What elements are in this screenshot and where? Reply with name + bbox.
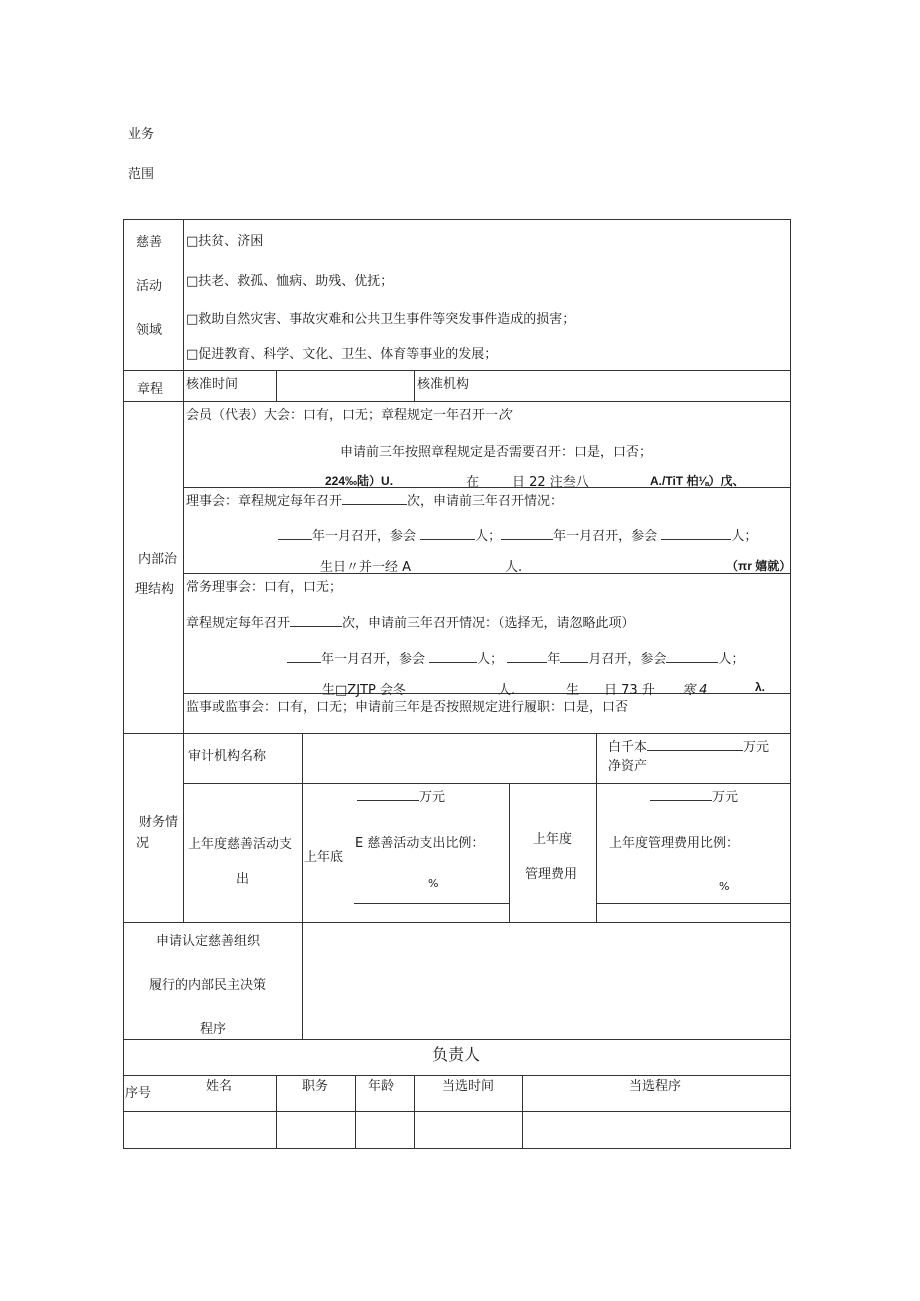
board-meetings-row: 年一月召开，参会 人； 年一月召开，参会 人； [278, 525, 757, 544]
standing-year-blank-1[interactable] [287, 650, 321, 663]
charity-ratio-pct: % [428, 877, 439, 890]
governance-label-2: 理结构 [135, 582, 175, 597]
decision-label-3: 程序 [200, 1022, 227, 1037]
garbled-text-3c: 生 [566, 683, 580, 698]
garbled-text-1c: 日 22 注叁八 [512, 475, 589, 490]
board-year-blank-1[interactable] [278, 527, 312, 540]
leader-position-cell[interactable] [277, 1112, 354, 1147]
net-assets-amount-line: 白千本 万元 [608, 740, 770, 755]
garbled-text-1d: A./TiT 柏⅛）戊、 [650, 474, 745, 488]
charity-option-poverty[interactable]: □扶贫、济困 [186, 234, 264, 249]
garbled-text-3f: λ. [755, 680, 766, 694]
col-header-seq: 序号 [125, 1086, 152, 1101]
charity-ratio-label: E 慈善活动支出比例： [355, 836, 485, 851]
standing-attendee-blank-1[interactable] [429, 650, 477, 663]
governance-label-1: 内部治 [138, 552, 178, 567]
charity-field-label-2: 活动 [136, 279, 163, 294]
decision-label-1: 申请认定慈善组织 [156, 934, 261, 949]
charter-approve-org-label: 核准机构 [417, 377, 470, 392]
col-header-elected-time: 当选时间 [442, 1079, 495, 1094]
mgmt-cost-label-2: 管理费用 [525, 867, 578, 882]
audit-org-label: 审计机构名称 [188, 749, 267, 764]
finance-label-1: 财务情 [139, 815, 179, 830]
standing-month-blank-2[interactable] [560, 650, 588, 663]
col-header-age: 年龄 [368, 1079, 395, 1094]
standing-year-blank-2[interactable] [507, 650, 547, 663]
charity-expense-amount: 万元 [357, 786, 445, 805]
leader-elected-proc-cell[interactable] [523, 1112, 789, 1147]
charity-field-label-1: 慈善 [136, 235, 163, 250]
charter-approve-time-label: 核准时间 [186, 377, 239, 392]
garbled-text-3a: 生□ZJTP 会冬 [322, 683, 406, 698]
col-header-position: 职务 [302, 1079, 329, 1094]
standing-count-blank[interactable] [290, 614, 342, 627]
charity-option-disaster[interactable]: □救助自然灾害、事故灾难和公共卫生事件等突发事件造成的损害； [186, 312, 576, 327]
charity-option-education[interactable]: □促进教育、科学、文化、卫生、体育等事业的发展； [186, 347, 498, 362]
leader-seq-cell[interactable] [124, 1112, 275, 1147]
net-assets-label: 净资产 [608, 759, 648, 774]
members-assembly-question: 申请前三年按照章程规定是否需要召开：口是，口否； [340, 445, 653, 460]
members-assembly-line: 会员（代表）大会：口有，口无；章程规定一年召开一次 [186, 408, 512, 423]
mgmt-cost-blank[interactable] [650, 788, 712, 801]
business-scope-label-1: 业务 [128, 127, 155, 142]
garbled-text-2b: 人. [505, 560, 523, 575]
charity-expense-label-2: 出 [236, 872, 250, 887]
board-attendee-blank-1[interactable] [420, 527, 475, 540]
col-header-name: 姓名 [206, 1079, 233, 1094]
decision-label-2: 履行的内部民主决策 [149, 978, 267, 993]
finance-label-2: 况 [136, 836, 150, 851]
leader-elected-time-cell[interactable] [415, 1112, 521, 1147]
garbled-text-3d: 日 73 升 [604, 683, 655, 698]
charity-option-elderly[interactable]: □扶老、救孤、恤病、助残、优抚； [186, 274, 394, 289]
standing-attendee-blank-2[interactable] [666, 650, 718, 663]
board-attendee-blank-2[interactable] [661, 527, 731, 540]
garbled-text-3b: 人. [498, 683, 516, 698]
business-scope-label-2: 范围 [128, 167, 155, 182]
standing-board-line: 常务理事会：口有，口无； [186, 580, 343, 595]
board-count-blank[interactable] [342, 492, 407, 505]
board-line: 理事会：章程规定每年召开 次，申请前三年召开情况： [186, 494, 564, 509]
supervisor-line: 监事或监事会：口有，口无；申请前三年是否按照规定进行履职：口是，口否 [186, 700, 629, 715]
charity-expense-blank[interactable] [357, 788, 419, 801]
garbled-text-3e: 寒 4 [682, 683, 708, 698]
mgmt-ratio-pct: % [719, 880, 730, 893]
leaders-title: 负责人 [432, 1045, 481, 1064]
standing-meetings-row: 年一月召开，参会 人； 年 月召开，参会 人； [287, 648, 744, 667]
net-assets-blank[interactable] [647, 738, 743, 751]
charity-field-label-3: 领域 [136, 323, 163, 338]
garbled-text-1b: 在 [466, 475, 480, 490]
garbled-text-1a: 224‰陆）U. [325, 474, 394, 488]
garbled-text-2c: （πr 嬉就） [726, 559, 792, 573]
charity-expense-label-1: 上年度慈善活动支 [188, 837, 293, 852]
prev-year-end-label: 上年底 [304, 850, 344, 865]
charter-label: 章程 [137, 382, 164, 397]
mgmt-cost-amount: 万元 [650, 786, 738, 805]
board-year-blank-2[interactable] [501, 527, 553, 540]
mgmt-cost-label-1: 上年度 [533, 832, 573, 847]
garbled-text-2a: 生日〃并一经 A [320, 560, 412, 575]
col-header-elected-proc: 当选程序 [629, 1079, 682, 1094]
mgmt-ratio-label: 上年度管理费用比例： [609, 836, 740, 851]
leader-age-cell[interactable] [356, 1112, 413, 1147]
standing-board-rule: 章程规定每年召开 次，申请前三年召开情况：（选择无，请忽略此项） [186, 616, 635, 631]
